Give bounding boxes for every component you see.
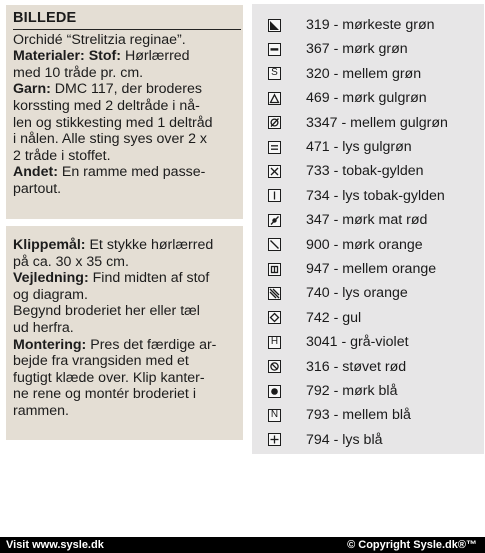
hatched-icon	[268, 287, 281, 300]
materialer-text: Hørlærred med 10 tråde pr. cm.	[13, 48, 190, 81]
vertical-bar-icon	[268, 189, 281, 202]
materialer-label: Materialer: Stof:	[13, 48, 121, 65]
footer-copyright: © Copyright Sysle.dk®™	[347, 539, 477, 551]
legend-row	[252, 111, 484, 135]
legend-row	[252, 355, 484, 379]
footer-website: Visit www.sysle.dk	[6, 539, 104, 551]
legend-row	[252, 428, 484, 452]
legend-row	[252, 379, 484, 403]
legend-row	[252, 330, 484, 354]
klippemal-text: Et stykke hørlærred på ca. 30 x 35 cm.	[13, 237, 214, 270]
horizontal-bar-icon	[268, 43, 281, 56]
montering-text: Pres det færdige ar- bejde fra vrangsiden med et fugtigt klæde over. Klip kanter- ne rene og montér broderiet i rammen.	[13, 336, 217, 419]
montering-label: Montering:	[13, 336, 87, 353]
filled-circle-icon	[268, 385, 281, 398]
garn-paragraph	[13, 81, 237, 164]
legend-label: 3041 - grå-violet	[306, 334, 409, 351]
legend-label: 733 - tobak-gylden	[306, 163, 424, 180]
legend-row	[252, 233, 484, 257]
legend-label: 320 - mellem grøn	[306, 65, 422, 82]
legend-row	[252, 37, 484, 61]
legend-row	[252, 62, 484, 86]
vejledning-paragraph	[13, 270, 237, 336]
andet-paragraph	[13, 164, 237, 197]
plus-icon	[268, 433, 281, 446]
vejledning-text: Find midten af stof og diagram. Begynd broderiet her eller tæl ud herfra.	[13, 270, 210, 336]
footer-bar	[0, 537, 485, 553]
legend-label: 794 - lys blå	[306, 431, 383, 448]
legend-row	[252, 403, 484, 427]
diamond-icon	[268, 311, 281, 324]
materialer-paragraph	[13, 48, 237, 81]
legend-row	[252, 86, 484, 110]
slashed-circle-icon	[268, 116, 281, 129]
x-cross-icon	[268, 165, 281, 178]
garn-label: Garn:	[13, 81, 51, 98]
legend-label: 471 - lys gulgrøn	[306, 139, 412, 155]
andet-text: En ramme med passe- partout.	[13, 164, 206, 197]
legend-label: 792 - mørk blå	[306, 383, 398, 399]
billede-info-box	[6, 5, 243, 219]
legend-label: 900 - mørk orange	[306, 236, 423, 253]
double-bar-icon	[268, 141, 281, 154]
vejledning-label: Vejledning:	[13, 270, 89, 287]
legend-row	[252, 135, 484, 159]
legend-row	[252, 257, 484, 281]
legend-row	[252, 13, 484, 37]
legend-label: 740 - lys orange	[306, 285, 408, 302]
letter-h-icon: H	[268, 336, 281, 349]
letter-n-icon: N	[268, 409, 281, 422]
legend-label: 947 - mellem orange	[306, 261, 437, 277]
dot-slash-icon	[268, 214, 281, 227]
legend-row	[252, 281, 484, 305]
legend-label: 319 - mørkeste grøn	[306, 17, 435, 33]
legend-row	[252, 184, 484, 208]
legend-label: 742 - gul	[306, 309, 362, 326]
intro-text: Orchidé “Strelitzia reginae”.	[13, 31, 186, 48]
legend-label: 347 - mørk mat rød	[306, 212, 428, 229]
section-title: BILLEDE	[13, 10, 241, 30]
klippemal-label: Klippemål:	[13, 237, 86, 253]
montering-paragraph	[13, 337, 237, 420]
legend-row	[252, 159, 484, 183]
letter-s-icon: S	[268, 67, 281, 80]
color-legend	[252, 4, 484, 454]
diagonal-line-icon	[268, 238, 281, 251]
legend-label: 367 - mørk grøn	[306, 41, 408, 58]
legend-label: 734 - lys tobak-gylden	[306, 187, 445, 204]
garn-text: DMC 117, der broderes korssting med 2 deltråde i nå- len og stikkesting med 1 deltråd i nålen. Alle sting syes over 2 x 2 tråde i stoffet.	[13, 81, 213, 164]
legend-row	[252, 306, 484, 330]
triangle-corner-icon	[268, 19, 281, 32]
inner-box-icon	[268, 263, 281, 276]
andet-label: Andet:	[13, 164, 58, 181]
instructions-box	[6, 226, 243, 440]
legend-label: 793 - mellem blå	[306, 407, 411, 424]
circle-slash-icon	[268, 360, 281, 373]
legend-row	[252, 208, 484, 232]
legend-label: 469 - mørk gulgrøn	[306, 90, 427, 107]
legend-label: 3347 - mellem gulgrøn	[306, 114, 448, 131]
klippemal-paragraph	[13, 237, 237, 270]
open-triangle-icon	[268, 92, 281, 105]
legend-label: 316 - støvet rød	[306, 358, 407, 375]
